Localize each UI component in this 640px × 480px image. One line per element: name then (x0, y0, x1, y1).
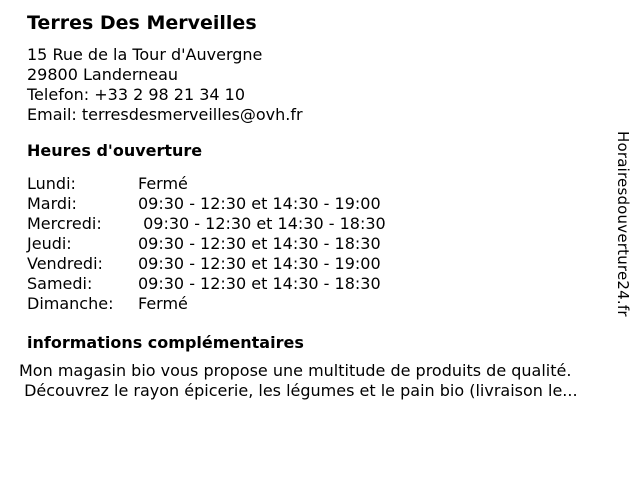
hours-row-wednesday (27, 214, 610, 234)
hours-row-thursday (27, 234, 610, 254)
day-times: 09:30 - 12:30 et 14:30 - 19:00 (138, 194, 381, 213)
day-times: 09:30 - 12:30 et 14:30 - 18:30 (138, 274, 381, 293)
day-label: Mercredi: (27, 214, 102, 233)
day-label: Lundi: (27, 174, 76, 193)
site-watermark: Horairesdouverture24.fr (614, 131, 632, 317)
phone-line: Telefon: +33 2 98 21 34 10 (27, 85, 246, 104)
day-label: Mardi: (27, 194, 77, 213)
opening-hours-table (27, 174, 610, 314)
info-text-line: Découvrez le rayon épicerie, les légumes et le pain bio (livraison le... (19, 381, 578, 400)
day-label: Dimanche: (27, 294, 114, 313)
address-city: 29800 Landerneau (27, 65, 179, 84)
info-text-line: Mon magasin bio vous propose une multitude de produits de qualité. (19, 361, 572, 380)
opening-hours-heading: Heures d'ouverture (27, 141, 203, 160)
day-label: Vendredi: (27, 254, 103, 273)
additional-info-heading: informations complémentaires (27, 333, 304, 352)
address-street: 15 Rue de la Tour d'Auvergne (27, 45, 263, 64)
day-label: Samedi: (27, 274, 93, 293)
hours-row-monday (27, 174, 610, 194)
additional-info-text (19, 361, 610, 401)
business-name-title: Terres Des Merveilles (27, 12, 257, 34)
day-label: Jeudi: (27, 234, 72, 253)
email-line: Email: terresdesmerveilles@ovh.fr (27, 105, 303, 124)
day-times: 09:30 - 12:30 et 14:30 - 18:30 (138, 234, 381, 253)
day-times: 09:30 - 12:30 et 14:30 - 19:00 (138, 254, 381, 273)
day-times: Fermé (138, 174, 188, 193)
day-times: 09:30 - 12:30 et 14:30 - 18:30 (138, 214, 386, 233)
business-contact-block (27, 45, 610, 125)
hours-row-saturday (27, 274, 610, 294)
hours-row-tuesday (27, 194, 610, 214)
hours-row-friday (27, 254, 610, 274)
hours-row-sunday (27, 294, 610, 314)
day-times: Fermé (138, 294, 188, 313)
